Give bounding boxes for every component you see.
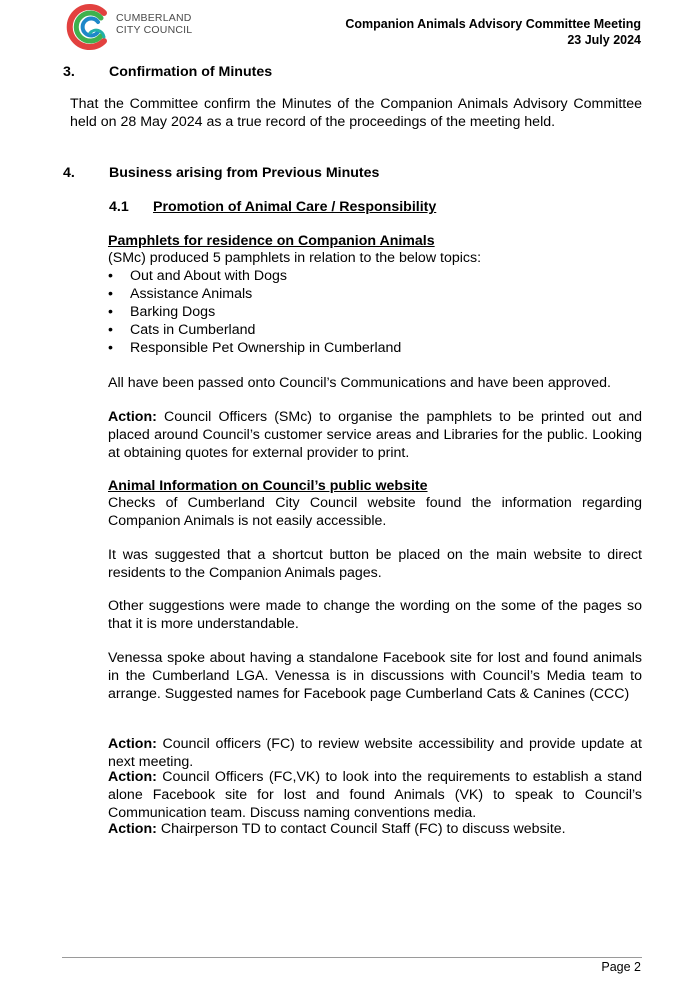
pamphlets-intro: (SMc) produced 5 pamphlets in relation to the below topics: [108, 250, 482, 266]
meeting-date: 23 July 2024 [567, 33, 641, 47]
action-text: Council officers (FC) to review website accessibility and provide update at next meeting. [108, 736, 642, 770]
pamphlet-topics-list [108, 267, 628, 357]
website-paragraph-4: Venessa spoke about having a standalone Facebook site for lost and found animals in the Cumberland LGA. Venessa is in discussions with Council’s Media team to arrange. Suggested names for Facebook page Cumberland Cats & Canines (CCC) [108, 650, 642, 702]
list-item: • Barking Dogs [108, 303, 628, 321]
council-name-line2: CITY COUNCIL [116, 24, 193, 36]
action-text: Council Officers (FC,VK) to look into the requirements to establish a stand alone Facebook site for lost and found Animals (VK) to speak to Council’s Communication team. Discuss naming conventions media. [108, 769, 642, 821]
website-paragraph-3: Other suggestions were made to change the wording on the some of the pages so that it is more understandable. [108, 598, 642, 632]
list-item: • Cats in Cumberland [108, 321, 628, 339]
action-label: Action: [108, 736, 157, 752]
footer-divider [62, 957, 642, 958]
list-item: • Responsible Pet Ownership in Cumberland [108, 339, 628, 357]
section-4-number: 4. [63, 165, 75, 181]
council-name [116, 12, 192, 36]
action-text: Council Officers (SMc) to organise the pamphlets to be printed out and placed around Council’s customer service areas and Libraries for the public. Looking at obtaining quotes for external provider to print. [108, 409, 642, 461]
website-heading: Animal Information on Council’s public website [108, 478, 428, 494]
action-label: Action: [108, 769, 157, 785]
pamphlets-action [108, 408, 642, 462]
website-action-3 [108, 820, 642, 838]
list-item: • Assistance Animals [108, 285, 628, 303]
council-name-line1: CUMBERLAND [116, 12, 192, 24]
section-3-number: 3. [63, 64, 75, 80]
section-4-title: Business arising from Previous Minutes [109, 165, 380, 181]
meeting-header [345, 16, 641, 48]
section-3-title: Confirmation of Minutes [109, 64, 273, 80]
website-action-1 [108, 735, 642, 771]
pamphlets-heading: Pamphlets for residence on Companion Animals [108, 233, 435, 249]
council-logo [64, 3, 114, 51]
meeting-title: Companion Animals Advisory Committee Meeting [345, 17, 641, 31]
subsection-4-1-number: 4.1 [109, 199, 129, 215]
section-3-body: That the Committee confirm the Minutes of the Companion Animals Advisory Committee held on 28 May 2024 as a true record of the proceedings of the meeting held. [70, 96, 642, 130]
pamphlets-approval-note: All have been passed onto Council’s Communications and have been approved. [108, 375, 611, 391]
action-label: Action: [108, 821, 157, 837]
website-paragraph-2: It was suggested that a shortcut button be placed on the main website to direct residents to the Companion Animals pages. [108, 547, 642, 581]
list-item: • Out and About with Dogs [108, 267, 628, 285]
action-label: Action: [108, 409, 157, 425]
page-number: Page 2 [601, 960, 641, 974]
subsection-4-1-title: Promotion of Animal Care / Responsibility [153, 199, 437, 215]
website-action-2 [108, 768, 642, 822]
action-text: Chairperson TD to contact Council Staff (FC) to discuss website. [156, 821, 566, 837]
website-paragraph-1: Checks of Cumberland City Council website found the information regarding Companion Animals is not easily accessible. [108, 495, 642, 529]
